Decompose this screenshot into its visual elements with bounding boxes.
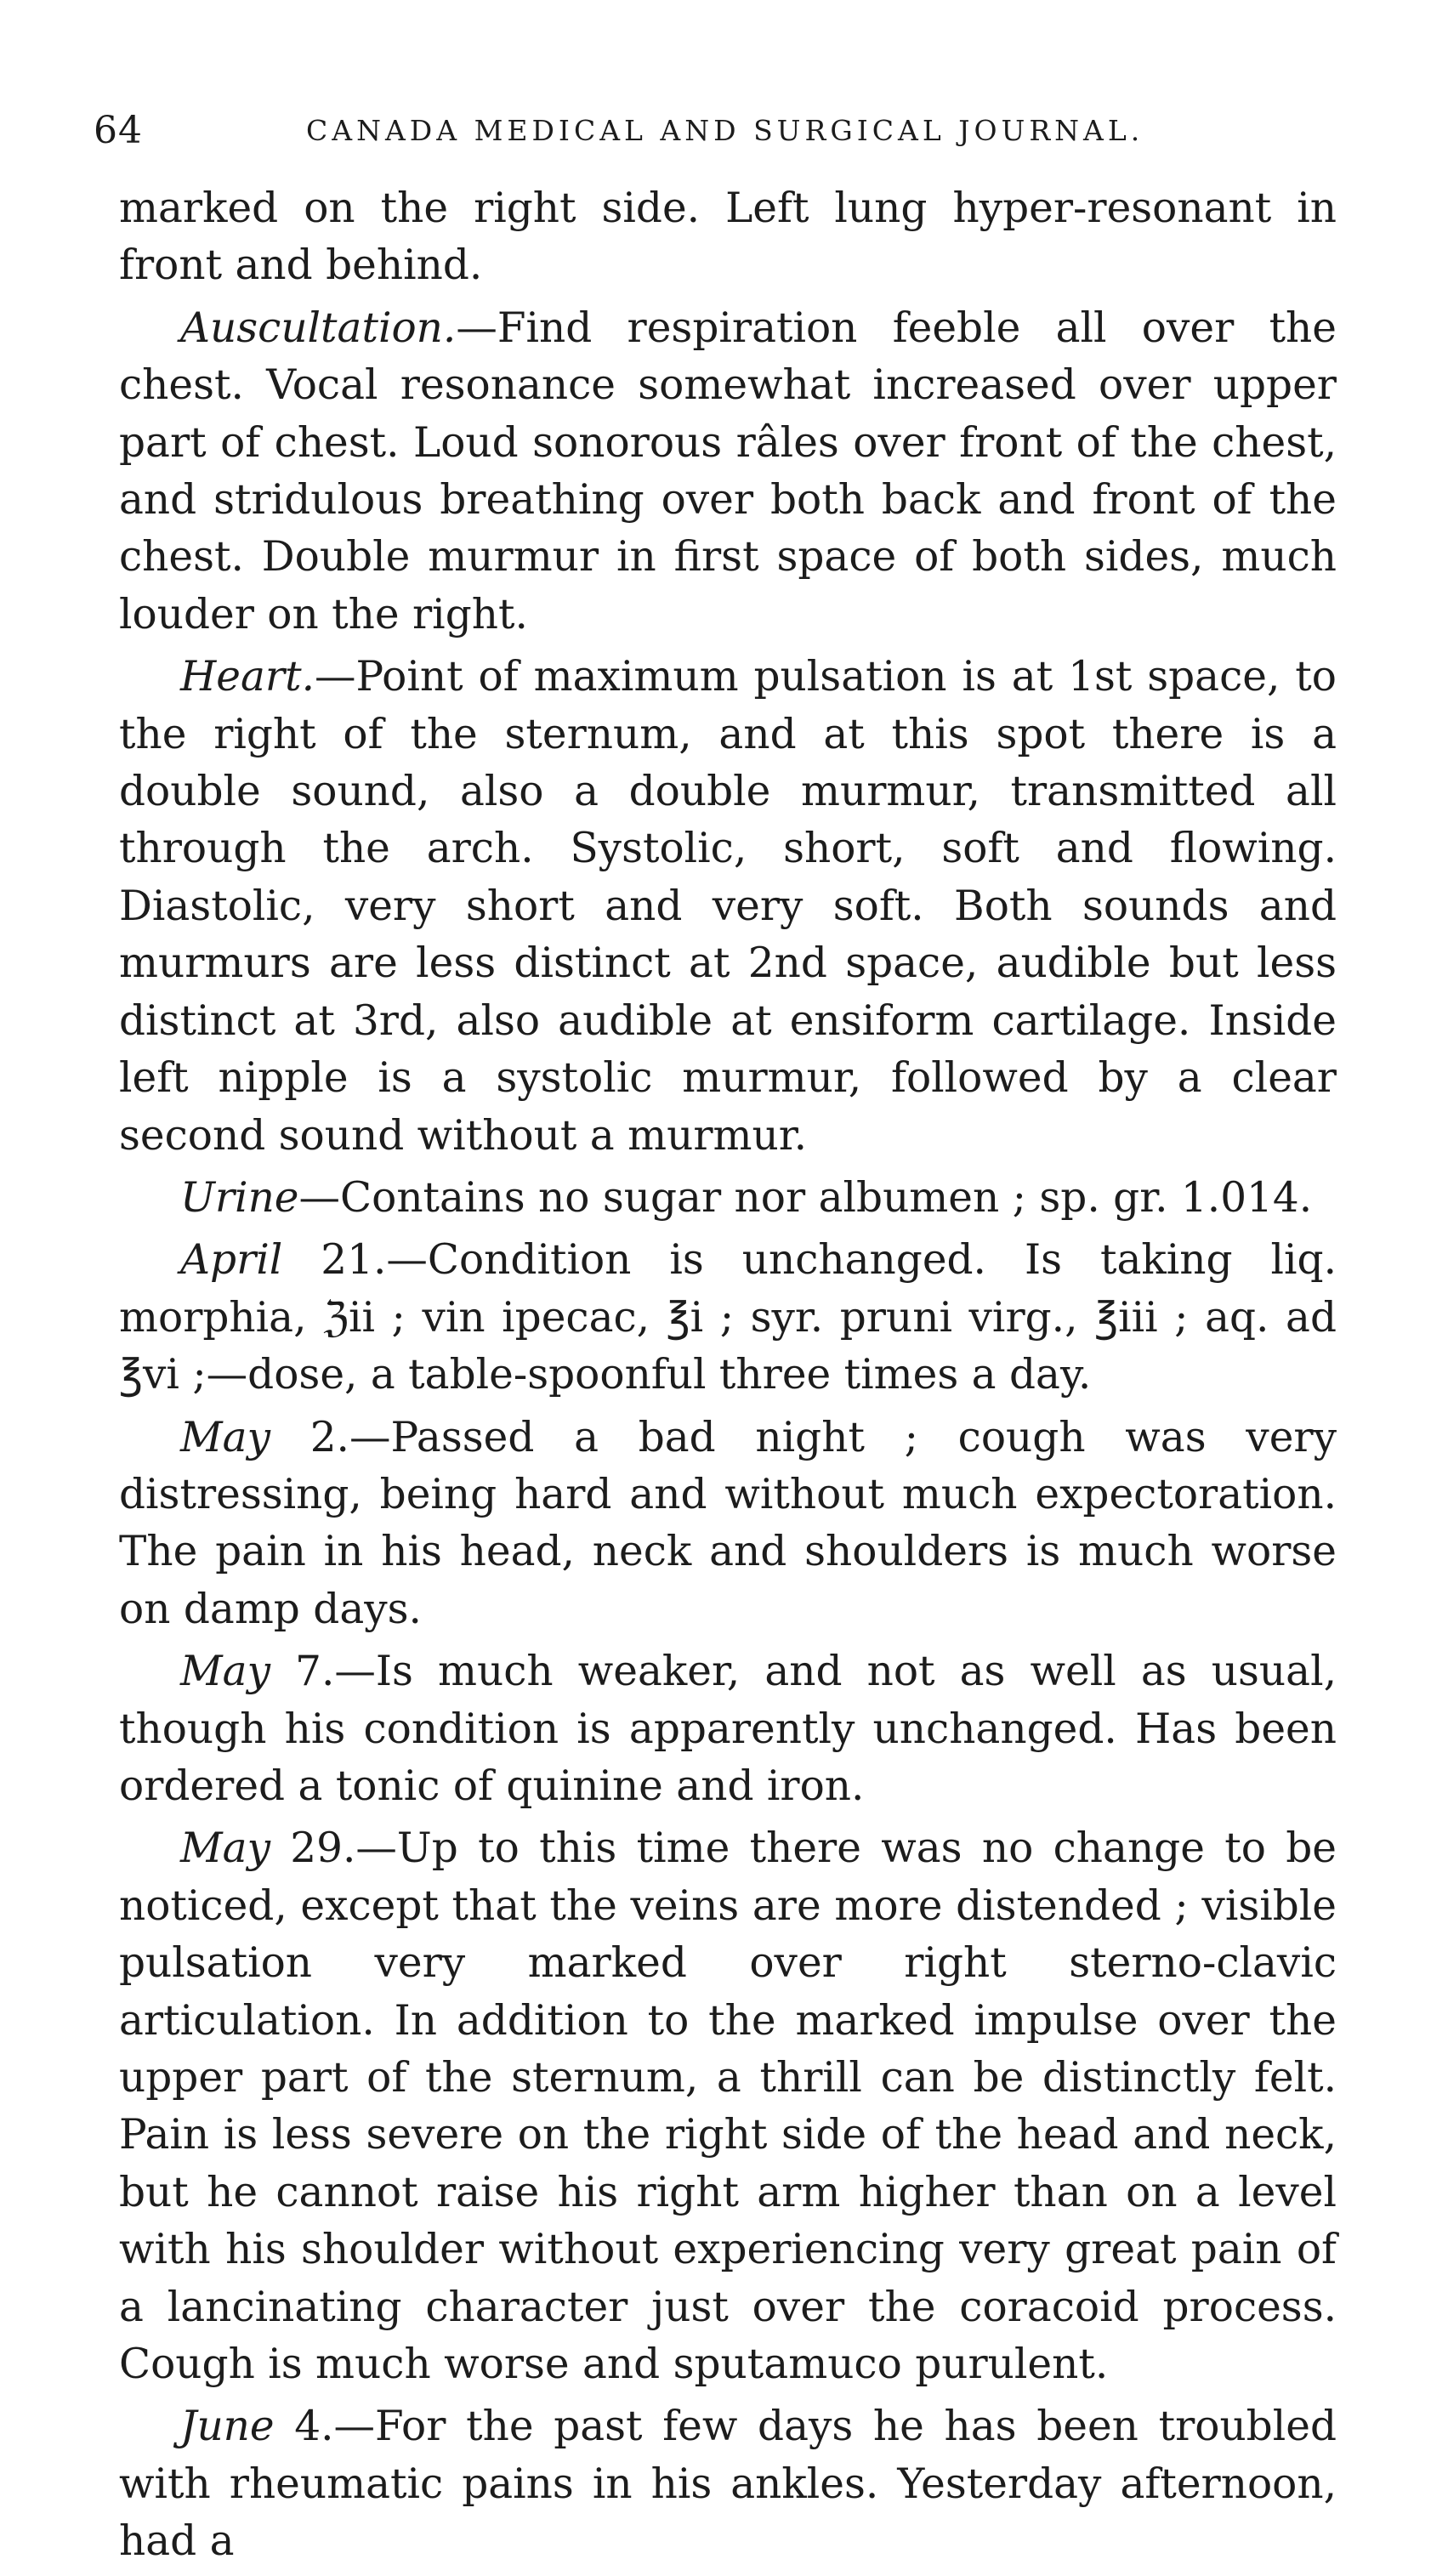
paragraph-may-29 — [119, 1820, 1337, 2393]
paragraph-heart — [119, 649, 1337, 1165]
paragraph-june-4 — [119, 2398, 1337, 2570]
paragraph-text: —Contains no sugar nor albumen ; sp. gr. 1.014. — [298, 1173, 1313, 1222]
paragraph-text: 29.—Up to this time there was no change to be noticed, except that the veins are more distended ; visible pulsation very marked over right sterno-clavic articulation. In addition to the marked impulse over the upper part of the sternum, a thrill can be distinctly felt. Pain is less severe on the right side of the head and neck, but he cannot raise his right arm higher than on a level with his shoulder without experiencing very great pain of a lancinating character just over the coracoid process. Cough is much worse and sputamuco purulent. — [119, 1824, 1337, 2389]
paragraph-text: 4.—For the past few days he has been troubled with rheumatic pains in his ankles. Yesterday afternoon, had a — [119, 2403, 1337, 2566]
paragraph-lead: May — [180, 1824, 270, 1873]
paragraph-text: marked on the right side. Left lung hyper-resonant in front and behind. — [119, 184, 1337, 290]
paragraph-text: 21.—Condition is unchanged. Is taking liq. morphia, ℨii ; vin ipecac, ℥i ; syr. pruni virg., ℥iii ; aq. ad ℥vi ;—dose, a table-spoonful three times a day. — [119, 1236, 1337, 1399]
paragraph-lead: Heart. — [180, 653, 315, 701]
paragraph-auscultation — [119, 300, 1337, 644]
paragraph-text: 2.—Passed a bad night ; cough was very distressing, being hard and without much expectoration. The pain in his head, neck and shoulders is much worse on damp days. — [119, 1413, 1337, 1633]
paragraph-lead: April — [180, 1236, 283, 1285]
paragraph-lead: June — [180, 2403, 275, 2451]
paragraph-lead: May — [180, 1648, 270, 1696]
paragraph-lead: Auscultation. — [180, 304, 457, 352]
paragraph-lead: Urine — [180, 1173, 299, 1222]
paragraph-text: —Point of maximum pulsation is at 1st space, to the right of the sternum, and at this spot there is a double sound, also a double murmur, transmitted all through the arch. Systolic, short, soft and flowing. Diastolic, very short and very soft. Both sounds and murmurs are less distinct at 2nd space, audible but less distinct at 3rd, also audible at ensiform cartilage. Inside left nipple is a systolic murmur, followed by a clear second sound without a murmur. — [119, 653, 1337, 1160]
paragraph-may-2 — [119, 1410, 1337, 1639]
page-number: 64 — [94, 109, 143, 152]
paragraph-may-7 — [119, 1643, 1337, 1815]
running-head: CANADA MEDICAL AND SURGICAL JOURNAL. — [306, 114, 1144, 147]
page-header — [94, 109, 1352, 160]
paragraph-urine — [119, 1170, 1337, 1227]
body-text — [119, 180, 1337, 2576]
paragraph-lead: May — [180, 1413, 270, 1461]
paragraph-text: 7.—Is much weaker, and not as well as usual, though his condition is apparently unchanged. Has been ordered a tonic of quinine and iron. — [119, 1648, 1337, 1810]
paragraph-text: —Find respiration feeble all over the chest. Vocal resonance somewhat increased over upper part of chest. Loud sonorous râles over front of the chest, and stridulous breathing over both back and front of the chest. Double murmur in first space of both sides, much louder on the right. — [119, 304, 1337, 638]
paragraph-april-21 — [119, 1232, 1337, 1404]
paragraph-percussion-continued — [119, 180, 1337, 295]
